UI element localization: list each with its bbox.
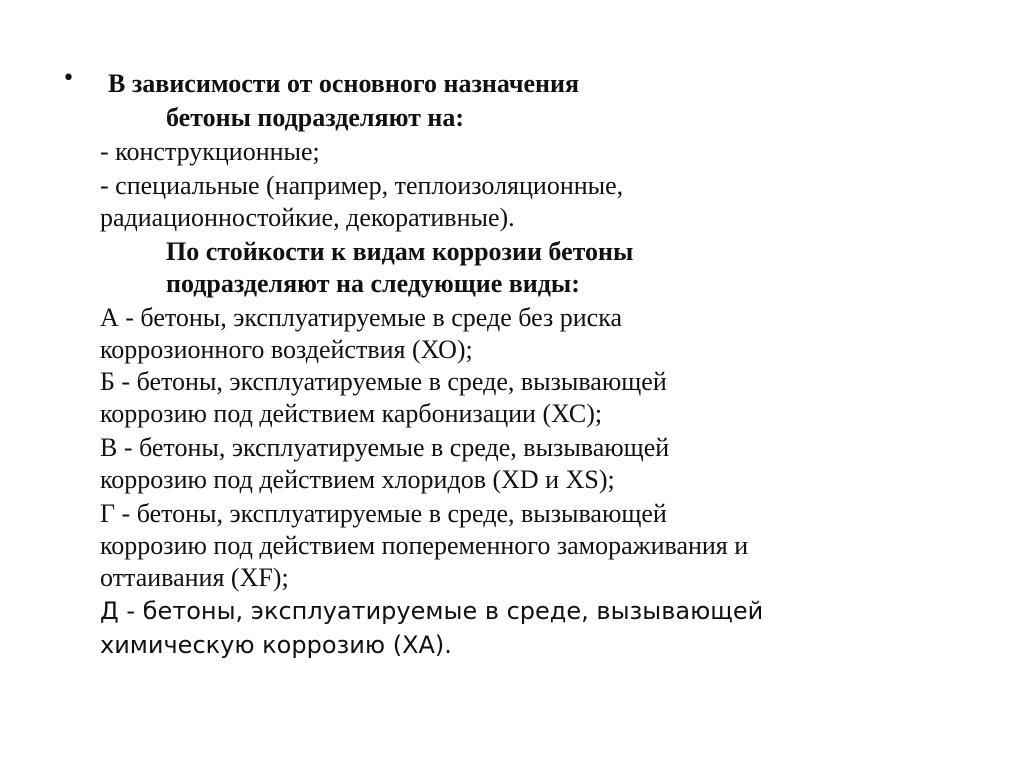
corrosion-item-d: Д - бетоны, эксплуатируемые в среде, вызывающей (100, 597, 764, 625)
heading-corrosion-line-1: По стойкости к видам коррозии бетоны (166, 237, 634, 266)
corrosion-item-a-continued: коррозионного воздействия (ХО); (100, 335, 473, 364)
corrosion-item-g: Г - бетоны, эксплуатируемые в среде, вызывающей (100, 499, 667, 528)
heading-purpose-line-2: бетоны подразделяют на: (166, 103, 465, 132)
corrosion-item-v: В - бетоны, эксплуатируемые в среде, вызывающей (100, 433, 670, 462)
purpose-item-structural: - конструкционные; (100, 137, 320, 166)
bullet-icon: • (62, 66, 75, 91)
corrosion-item-a: А - бетоны, эксплуатируемые в среде без риска (100, 303, 622, 332)
corrosion-item-g-end: оттаивания (XF); (100, 563, 289, 592)
purpose-item-special-continued: радиационностойкие, декоративные). (100, 203, 515, 232)
heading-corrosion-line-2: подразделяют на следующие виды: (166, 269, 580, 298)
corrosion-item-b: Б - бетоны, эксплуатируемые в среде, вызывающей (100, 367, 667, 396)
corrosion-item-v-continued: коррозию под действием хлоридов (XD и XS); (100, 465, 615, 494)
purpose-item-special: - специальные (например, теплоизоляционные, (100, 171, 624, 200)
corrosion-item-b-continued: коррозию под действием карбонизации (ХС); (100, 399, 603, 428)
corrosion-item-d-continued: химическую коррозию (ХА). (100, 631, 452, 659)
corrosion-item-g-continued: коррозию под действием попеременного замораживания и (100, 531, 749, 560)
heading-purpose-line-1: В зависимости от основного назначения (108, 69, 580, 98)
